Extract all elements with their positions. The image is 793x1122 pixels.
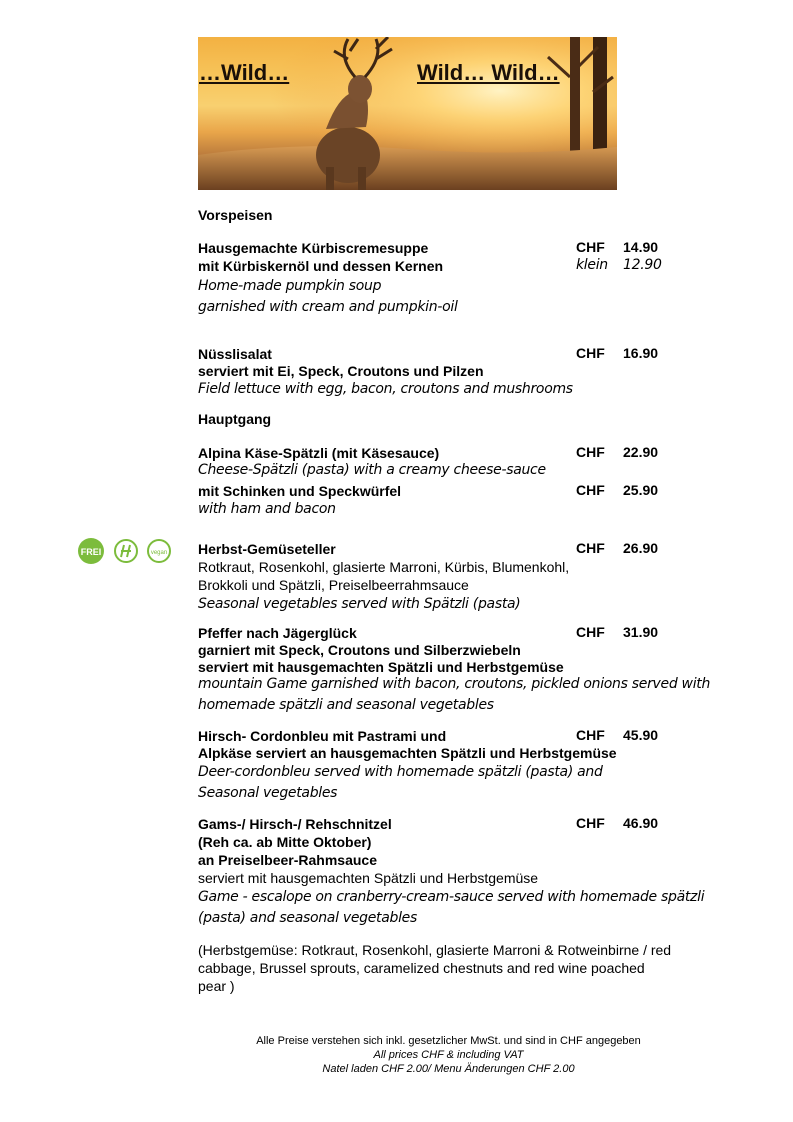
cordonbleu-description-1: Deer-cordonbleu served with homemade spätzli (pasta) and bbox=[198, 764, 603, 780]
vegetables-note-line-2: cabbage, Brussel sprouts, caramelized chestnuts and red wine poached bbox=[198, 960, 645, 976]
schnitzel-name-3: an Preiselbeer-Rahmsauce bbox=[198, 852, 377, 868]
spaetzli-ham-name: mit Schinken und Speckwürfel bbox=[198, 483, 402, 499]
pfeffer-price: 31.90 bbox=[623, 624, 659, 640]
cordonbleu-name: Hirsch- Cordonbleu mit Pastrami und bbox=[198, 728, 447, 744]
pfeffer-name-3: serviert mit hausgemachten Spätzli und Herbstgemüse bbox=[198, 659, 564, 675]
cordonbleu-name-2: Alpkäse serviert an hausgemachten Spätzli und Herbstgemüse bbox=[198, 745, 617, 761]
hero-title-right: Wild… Wild… bbox=[417, 60, 560, 85]
pfeffer-description-2: homemade spätzli and seasonal vegetables bbox=[198, 697, 494, 713]
pfeffer-description-1: mountain Game garnished with bacon, croutons, pickled onions served with bbox=[198, 676, 711, 692]
veg-plate-price: 26.90 bbox=[623, 540, 659, 556]
soup-description-1: Home-made pumpkin soup bbox=[198, 278, 382, 294]
salad-name-2: serviert mit Ei, Speck, Croutons und Pilzen bbox=[198, 363, 484, 379]
spaetzli-ham-currency: CHF bbox=[576, 482, 605, 498]
vegan-badge-text: vegan bbox=[150, 550, 168, 556]
veg-plate-description: Seasonal vegetables served with Spätzli (pasta) bbox=[198, 596, 521, 612]
schnitzel-name: Gams-/ Hirsch-/ Rehschnitzel bbox=[198, 816, 392, 832]
veg-plate-line-3: Brokkoli und Spätzli, Preiselbeerrahmsauce bbox=[198, 577, 469, 593]
section-heading-starters: Vorspeisen bbox=[198, 207, 273, 223]
pfeffer-currency: CHF bbox=[576, 624, 605, 640]
salad-description: Field lettuce with egg, bacon, croutons and mushrooms bbox=[198, 381, 573, 397]
soup-description-2: garnished with cream and pumpkin-oil bbox=[198, 299, 458, 315]
footer-line-1: Alle Preise verstehen sich inkl. gesetzlicher MwSt. und sind in CHF angegeben bbox=[256, 1035, 641, 1047]
schnitzel-currency: CHF bbox=[576, 815, 605, 831]
vegetables-note-line-3: pear ) bbox=[198, 978, 235, 994]
schnitzel-line-4: serviert mit hausgemachten Spätzli und Herbstgemüse bbox=[198, 870, 539, 886]
footer-line-3: Natel laden CHF 2.00/ Menu Änderungen CHF 2.00 bbox=[322, 1063, 575, 1075]
section-heading-mains: Hauptgang bbox=[198, 411, 272, 427]
spaetzli-description: Cheese-Spätzli (pasta) with a creamy cheese-sauce bbox=[198, 462, 546, 478]
spaetzli-ham-price: 25.90 bbox=[623, 482, 659, 498]
diet-badges bbox=[77, 537, 173, 565]
cordonbleu-description-2: Seasonal vegetables bbox=[198, 785, 338, 801]
spaetzli-name: Alpina Käse-Spätzli (mit Käsesauce) bbox=[198, 445, 440, 461]
veg-plate-line-2: Rotkraut, Rosenkohl, glasierte Marroni, Kürbis, Blumenkohl, bbox=[198, 559, 570, 575]
schnitzel-description-1: Game - escalope on cranberry-cream-sauce served with homemade spätzli bbox=[198, 889, 705, 905]
soup-currency: CHF bbox=[576, 239, 605, 255]
soup-name: Hausgemachte Kürbiscremesuppe bbox=[198, 240, 429, 256]
soup-small-price: 12.90 bbox=[623, 257, 662, 273]
veg-plate-name: Herbst-Gemüseteller bbox=[198, 541, 336, 557]
schnitzel-price: 46.90 bbox=[623, 815, 659, 831]
gluten-free-badge-text: FREI bbox=[80, 547, 102, 557]
veg-plate-currency: CHF bbox=[576, 540, 605, 556]
salad-name: Nüsslisalat bbox=[198, 346, 272, 362]
footer-line-2: All prices CHF & including VAT bbox=[373, 1049, 524, 1061]
spaetzli-ham-description: with ham and bacon bbox=[198, 501, 336, 517]
schnitzel-description-2: (pasta) and seasonal vegetables bbox=[198, 910, 417, 926]
vegetables-note-line-1: (Herbstgemüse: Rotkraut, Rosenkohl, glasierte Marroni & Rotweinbirne / red bbox=[198, 942, 672, 958]
hero-title-left: …Wild… bbox=[199, 60, 290, 85]
soup-name-2: mit Kürbiskernöl und dessen Kernen bbox=[198, 258, 444, 274]
salad-currency: CHF bbox=[576, 345, 605, 361]
salad-price: 16.90 bbox=[623, 345, 659, 361]
spaetzli-price: 22.90 bbox=[623, 444, 659, 460]
cordonbleu-price: 45.90 bbox=[623, 727, 659, 743]
schnitzel-name-2: (Reh ca. ab Mitte Oktober) bbox=[198, 834, 372, 850]
soup-price: 14.90 bbox=[623, 239, 659, 255]
soup-small-label: klein bbox=[576, 257, 608, 273]
pfeffer-name-2: garniert mit Speck, Croutons und Silberzwiebeln bbox=[198, 642, 521, 658]
pfeffer-name: Pfeffer nach Jägerglück bbox=[198, 625, 357, 641]
spaetzli-currency: CHF bbox=[576, 444, 605, 460]
cordonbleu-currency: CHF bbox=[576, 727, 605, 743]
